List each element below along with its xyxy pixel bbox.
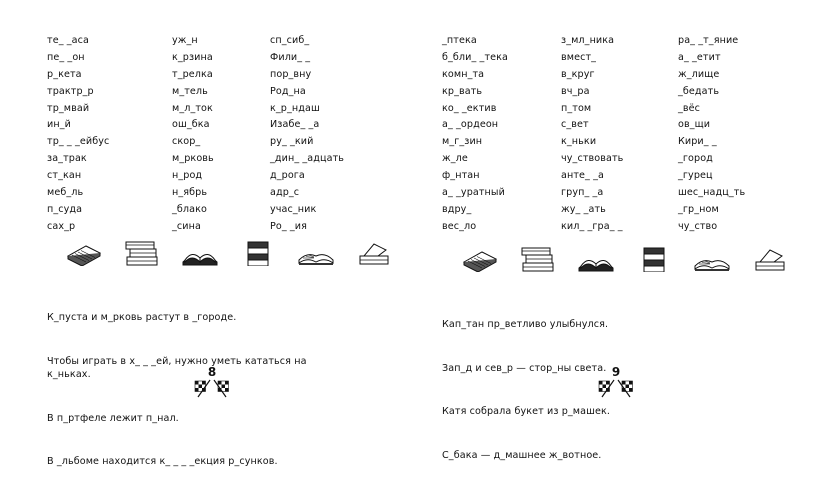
exercise-word: меб_ль — [47, 187, 84, 199]
exercise-word: р_кета — [47, 68, 82, 80]
exercise-word: сп_сиб_ — [270, 35, 310, 46]
books-illustration — [66, 240, 414, 266]
exercise-word: трактр_р — [47, 85, 94, 97]
book-icon — [462, 246, 498, 272]
book-stack-icon — [520, 246, 556, 272]
exercise-word: ин_й — [47, 119, 71, 131]
page-number-label: 9 — [611, 365, 621, 379]
exercise-word: м_г_зин — [442, 136, 483, 148]
exercise-word: з_мл_ника — [561, 35, 615, 46]
exercise-word: _птека — [442, 35, 477, 46]
exercise-word: вмест_ — [561, 51, 597, 63]
exercise-word: _вёс — [678, 102, 701, 114]
exercise-word: адр_с — [270, 187, 300, 199]
sentence: Кап_тан пр_ветливо улыбнулся. — [442, 318, 609, 330]
book-stack-icon — [636, 246, 672, 272]
exercise-word: ко_ _ектив — [442, 102, 497, 114]
word-column-3 — [678, 33, 745, 236]
word-column-1 — [47, 33, 109, 236]
exercise-word: с_вет — [561, 119, 589, 131]
exercise-word: пор_вну — [270, 68, 312, 80]
sentence: Зап_д и сев_р — стор_ны света. — [442, 362, 607, 374]
word-column-1 — [442, 33, 508, 236]
exercise-word: _гурец — [678, 170, 713, 182]
book-stack-icon — [124, 240, 160, 266]
right-page — [410, 0, 820, 461]
exercise-word: Род_на — [270, 85, 306, 97]
exercise-word: чу_ство — [678, 220, 718, 232]
exercise-word: чу_ствовать — [561, 153, 624, 165]
exercise-word: м_тель — [172, 85, 208, 97]
exercise-word: ру_ _кий — [270, 136, 314, 148]
exercise-word: тр_ _ _ейбус — [47, 136, 110, 148]
sentence: В _льбоме находится к_ _ _ _екция р_сунков. — [47, 456, 278, 468]
exercise-word: Кири_ _ — [678, 136, 717, 148]
exercise-word: _бедать — [678, 85, 720, 97]
exercise-word: _город — [678, 153, 713, 165]
exercise-word: н_род — [172, 170, 203, 182]
book-icon — [356, 240, 392, 266]
exercise-word: шес_надц_ть — [678, 187, 746, 199]
exercise-word: а_ _ордеон — [442, 119, 499, 131]
exercise-word: ра_ _т_яние — [678, 35, 739, 46]
book-icon — [752, 246, 788, 272]
open-book-icon — [182, 240, 218, 266]
exercise-word: н_ябрь — [172, 187, 208, 199]
exercise-word: жу_ _ать — [561, 203, 606, 215]
exercise-word: к_р_ндаш — [270, 102, 320, 114]
exercise-word: вес_ло — [442, 220, 477, 232]
book-stack-icon — [240, 240, 276, 266]
checkered-flags-icon — [192, 378, 232, 398]
exercise-word: пе_ _он — [47, 51, 85, 63]
exercise-word: т_релка — [172, 68, 213, 80]
page-number — [586, 366, 646, 398]
exercise-word: вч_ра — [561, 85, 590, 97]
exercise-word: м_л_ток — [172, 102, 213, 114]
open-book-icon — [298, 240, 334, 266]
sentence: Чтобы играть в х_ _ _ей, нужно уметь кататься на к_ньках. — [47, 355, 310, 380]
exercise-word: Изабе_ _а — [270, 119, 320, 131]
word-column-2 — [172, 33, 214, 236]
exercise-word: к_рзина — [172, 51, 213, 63]
exercise-word: ж_лище — [678, 68, 720, 80]
exercise-word: б_бли_ _тека — [442, 51, 509, 63]
page-number — [182, 366, 242, 398]
exercise-word: кр_вать — [442, 85, 483, 97]
books-illustration — [462, 246, 810, 272]
checkered-flags-icon — [596, 378, 636, 398]
open-book-icon — [694, 246, 730, 272]
exercise-word: д_рога — [270, 170, 305, 182]
exercise-word: учас_ник — [270, 203, 317, 215]
exercise-word: тр_мвай — [47, 102, 90, 114]
exercise-word: те_ _асa — [47, 35, 89, 46]
exercise-word: анте_ _а — [561, 170, 604, 182]
exercise-word: кил_ _гра_ _ — [561, 220, 623, 232]
exercise-word: а_ _уратный — [442, 187, 505, 199]
exercise-word: в_круг — [561, 68, 595, 80]
exercise-word: груп_ _а — [561, 187, 604, 199]
exercise-word: ф_нтан — [442, 170, 480, 182]
exercise-word: уж_н — [172, 35, 198, 46]
exercise-word: ош_бка — [172, 119, 210, 131]
exercise-word: ов_щи — [678, 119, 711, 131]
sentence: К_пуста и м_рковь растут в _городе. — [47, 311, 237, 323]
exercise-word: к_ньки — [561, 136, 597, 148]
open-book-icon — [578, 246, 614, 272]
exercise-word: вдру_ — [442, 203, 472, 215]
exercise-word: _блако — [172, 203, 207, 215]
exercise-word: а_ _етит — [678, 51, 721, 63]
exercise-word: ст_кан — [47, 170, 82, 182]
exercise-word: п_том — [561, 102, 592, 114]
exercise-word: ж_ле — [442, 153, 468, 165]
exercise-word: _сина — [172, 220, 201, 232]
exercise-word: м_рковь — [172, 153, 214, 165]
sentence: В п_ртфеле лежит п_нал. — [47, 412, 179, 424]
exercise-word: Ро_ _ия — [270, 220, 308, 232]
exercise-word: скор_ — [172, 136, 201, 148]
book-icon — [66, 240, 102, 266]
exercise-word: комн_та — [442, 68, 485, 80]
sentence: Катя собрала букет из р_машек. — [442, 406, 611, 418]
exercise-word: _дин_ _адцать — [270, 153, 345, 165]
exercise-word: _гр_ном — [678, 203, 719, 215]
exercise-word: сах_р — [47, 220, 76, 232]
sentence: С_бака — д_машнее ж_вотное. — [442, 449, 602, 461]
exercise-word: Фили_ _ — [270, 51, 311, 63]
word-column-3 — [270, 33, 344, 236]
page-number-label: 8 — [207, 365, 217, 379]
word-column-2 — [561, 33, 623, 236]
exercise-word: п_суда — [47, 203, 83, 215]
exercise-word: за_трак — [47, 153, 87, 165]
left-page — [0, 0, 410, 468]
